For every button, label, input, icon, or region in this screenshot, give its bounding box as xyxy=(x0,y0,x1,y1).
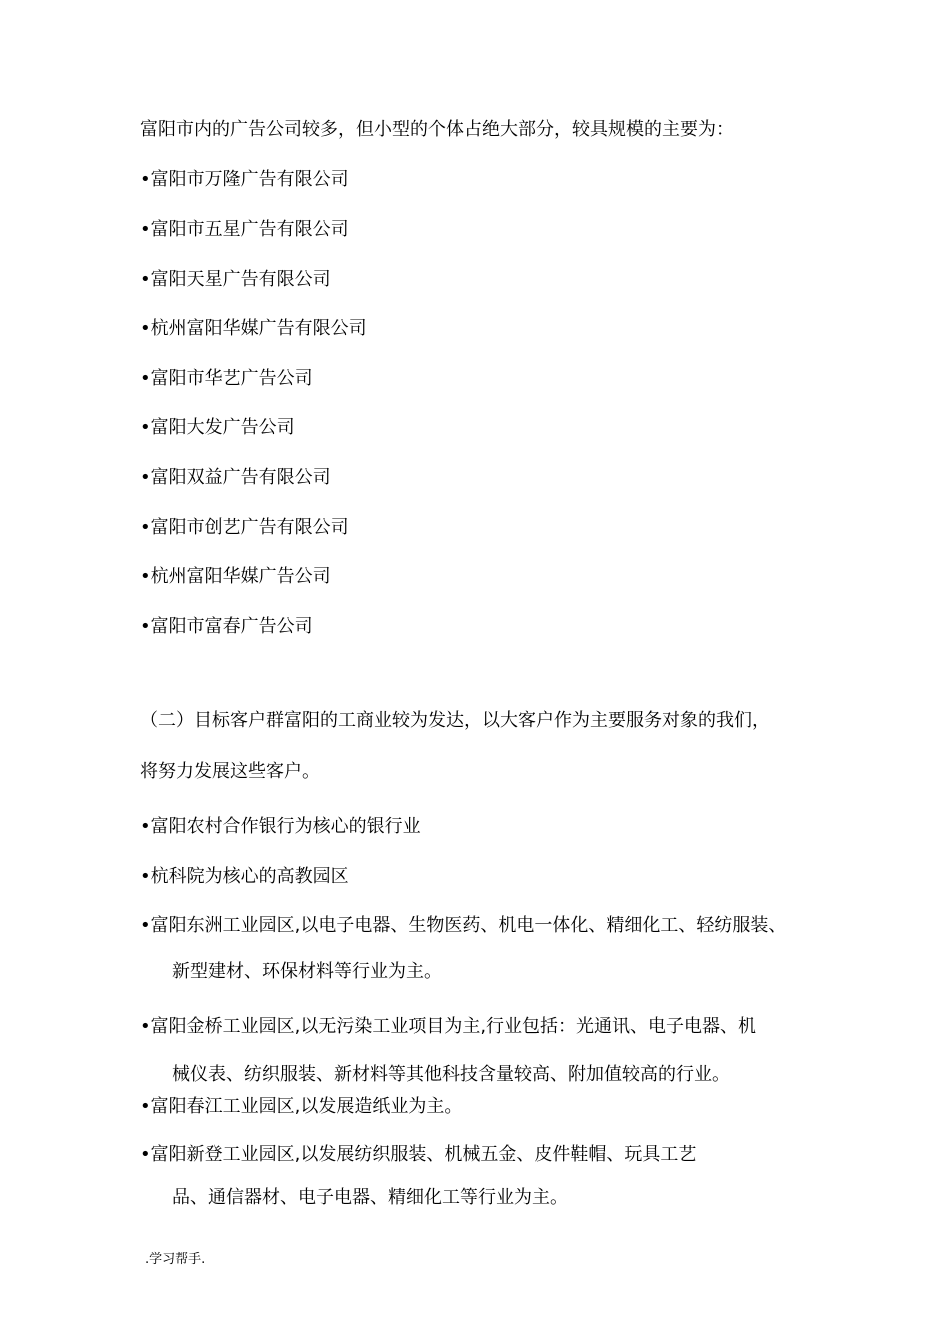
company-list-item: •富阳大发广告公司 xyxy=(140,417,295,438)
target-list-item: •富阳新登工业园区,以发展纺织服装、机械五金、皮件鞋帽、玩具工艺 xyxy=(140,1144,697,1165)
company-list-item: •富阳市创艺广告有限公司 xyxy=(140,517,349,538)
company-list-item: •富阳天星广告有限公司 xyxy=(140,269,331,290)
company-list-item: •富阳市万隆广告有限公司 xyxy=(140,169,349,190)
target-list-item: •富阳东洲工业园区,以电子电器、生物医药、机电一体化、精细化工、轻纺服装、 xyxy=(140,915,787,936)
target-list-item-continuation: 械仪表、纺织服装、新材料等其他科技含量较高、附加值较高的行业。 xyxy=(172,1064,730,1085)
company-list-item: •富阳双益广告有限公司 xyxy=(140,467,331,488)
intro-paragraph: 富阳市内的广告公司较多，但小型的个体占绝大部分，较具规模的主要为： xyxy=(140,119,734,140)
page-footer: .学习帮手. xyxy=(145,1252,206,1267)
company-list-item: •富阳市富春广告公司 xyxy=(140,616,313,637)
target-list-item: •杭科院为核心的高教园区 xyxy=(140,866,349,887)
target-list-item-continuation: 品、通信器材、电子电器、精细化工等行业为主。 xyxy=(172,1187,568,1208)
target-list-item: •富阳农村合作银行为核心的银行业 xyxy=(140,816,421,837)
target-list-item-continuation: 新型建材、环保材料等行业为主。 xyxy=(172,961,442,982)
target-list-item: •富阳金桥工业园区,以无污染工业项目为主,行业包括：光通讯、电子电器、机 xyxy=(140,1016,757,1037)
company-list-item: •杭州富阳华媒广告公司 xyxy=(140,566,331,587)
company-list-item: •富阳市华艺广告公司 xyxy=(140,368,313,389)
section2-heading: （二）目标客户群富阳的工商业较为发达，以大客户作为主要服务对象的我们， xyxy=(140,710,770,731)
section2-continuation: 将努力发展这些客户。 xyxy=(140,761,320,782)
company-list-item: •富阳市五星广告有限公司 xyxy=(140,219,349,240)
target-list-item: •富阳春江工业园区,以发展造纸业为主。 xyxy=(140,1096,463,1117)
company-list-item: •杭州富阳华媒广告有限公司 xyxy=(140,318,367,339)
